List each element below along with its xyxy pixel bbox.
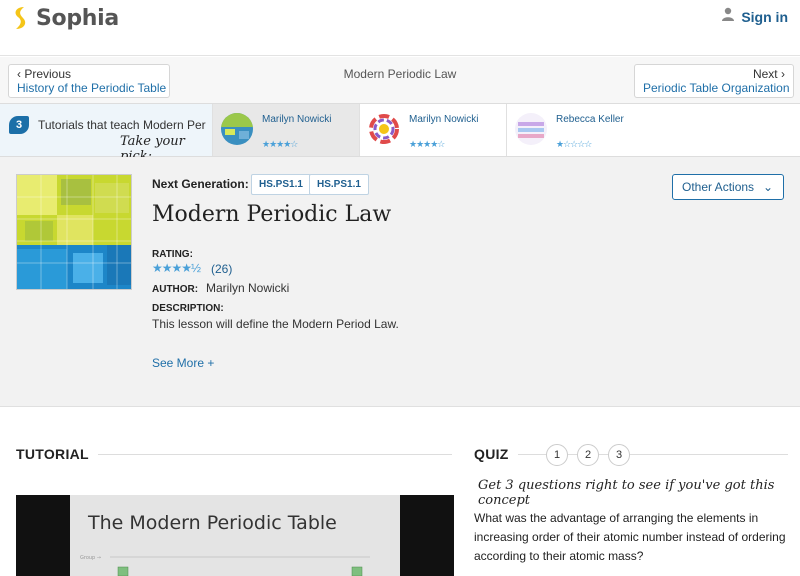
lesson-navigation — [0, 57, 800, 103]
standard-tag[interactable]: HS.PS1.1 — [251, 174, 311, 195]
tutorial-count-badge: 3 — [9, 116, 29, 134]
periodic-table-thumbnail — [70, 495, 400, 576]
tutorial-count-text: Tutorials that teach Modern Per — [38, 118, 206, 132]
author-label: AUTHOR: — [152, 284, 199, 295]
other-actions-button[interactable] — [672, 174, 784, 200]
quiz-question-text: What was the advantage of arranging the elements in increasing order of their atomic number instead of ordering according to their atomic mass? — [474, 511, 786, 563]
tutorial-heading: TUTORIAL — [16, 446, 89, 462]
standard-tag[interactable]: HS.PS1.1 — [309, 174, 369, 195]
other-actions-label: Other Actions — [682, 180, 755, 194]
author-name: Marilyn Nowicki — [206, 281, 290, 295]
rating-label: RATING: — [152, 249, 193, 260]
tutorial-thumbnail — [515, 113, 547, 145]
tutorial-rating-stars: ★★★★☆ — [262, 139, 298, 149]
lesson-title: Modern Periodic Law — [152, 202, 392, 227]
take-your-pick-text: Take your — [120, 134, 185, 149]
section-divider — [98, 454, 452, 455]
quiz-question-2-button[interactable]: 2 — [577, 444, 599, 466]
sign-in-label: Sign in — [741, 8, 788, 25]
tutorial-card[interactable] — [212, 104, 359, 156]
video-frame — [70, 495, 400, 576]
sophia-logo-icon — [10, 5, 30, 31]
description-label: DESCRIPTION: — [152, 303, 224, 314]
logo-text: Sophia — [36, 5, 119, 31]
video-slide-title: The Modern Periodic Table — [88, 512, 337, 534]
rating-stars: ★★★★½ — [152, 261, 201, 275]
tutorial-rating-stars: ★★★★☆ — [409, 139, 445, 149]
next-label: Next — [752, 67, 778, 81]
tutorial-card[interactable] — [359, 104, 506, 156]
chevron-right-icon: › — [781, 67, 785, 81]
quiz-question-1-button[interactable]: 1 — [546, 444, 568, 466]
tutorial-video[interactable] — [16, 495, 454, 576]
quiz-question-3-button[interactable]: 3 — [608, 444, 630, 466]
top-header — [0, 0, 800, 56]
see-more-link[interactable]: See More + — [152, 356, 215, 370]
lesson-image — [16, 174, 132, 290]
next-lesson-title: Periodic Table Organization — [643, 81, 790, 95]
tutorial-picker-intro — [0, 104, 212, 156]
lesson-description: This lesson will define the Modern Period Law. — [152, 317, 399, 331]
tutorial-card[interactable] — [506, 104, 653, 156]
next-lesson-button[interactable] — [634, 64, 794, 98]
svg-text:Group →: Group → — [80, 555, 102, 561]
sign-in-button[interactable] — [721, 7, 788, 26]
quiz-heading: QUIZ — [474, 446, 509, 462]
previous-label: Previous — [24, 67, 72, 81]
chevron-left-icon: ‹ — [17, 67, 21, 81]
tutorial-author: Rebecca Keller — [556, 114, 624, 125]
next-generation-label: Next Generation: — [152, 177, 249, 191]
chevron-down-icon: ⌄ — [762, 180, 773, 194]
tutorial-thumbnail — [368, 113, 400, 145]
current-lesson-title: Modern Periodic Law — [343, 67, 457, 81]
tutorial-author: Marilyn Nowicki — [409, 114, 479, 125]
user-icon — [721, 7, 735, 26]
previous-lesson-title: History of the Periodic Table — [17, 81, 167, 95]
tutorial-author: Marilyn Nowicki — [262, 114, 332, 125]
tutorial-thumbnail — [221, 113, 253, 145]
tutorial-picker — [0, 103, 800, 157]
sophia-logo[interactable] — [10, 3, 119, 33]
tutorial-rating-stars: ★☆☆☆☆ — [556, 139, 592, 149]
quiz-instruction: Get 3 questions right to see if you've got this concept — [478, 478, 775, 508]
rating-count[interactable]: (26) — [211, 262, 233, 276]
lesson-info-panel — [0, 157, 800, 407]
